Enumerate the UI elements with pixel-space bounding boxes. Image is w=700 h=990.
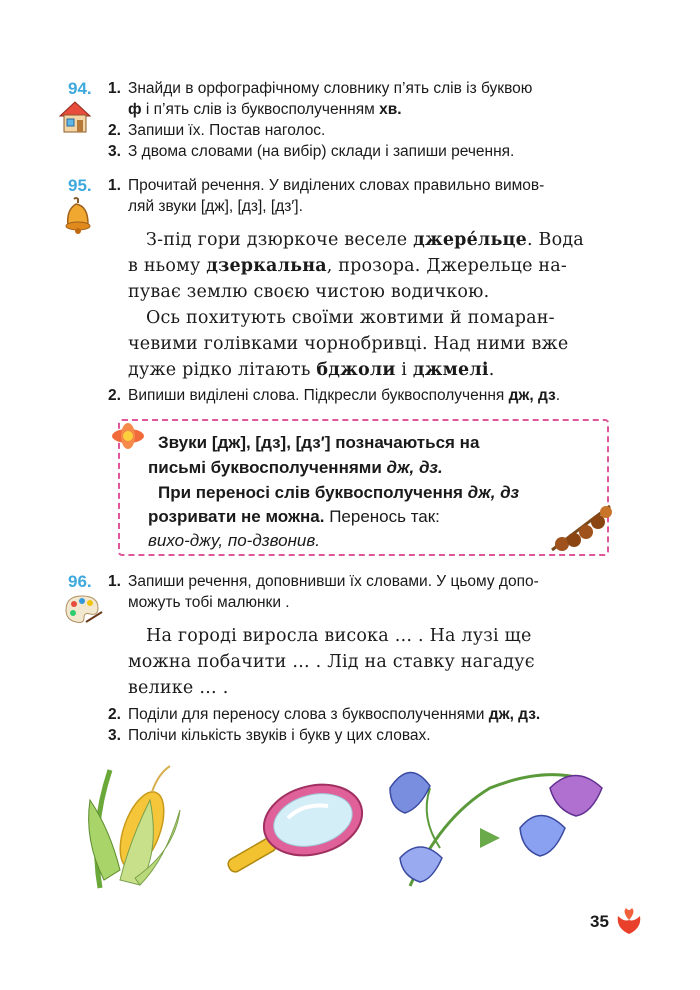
text-line: Ось похитують своїми жовтими й помаран- xyxy=(146,308,555,328)
text-line: чевими голівками чорнобривці. Над ними вже xyxy=(128,334,569,354)
exercise-number: 94. xyxy=(68,79,92,98)
text-line: пуває землю своєю чистою водичкою. xyxy=(128,282,490,302)
rule-line: При переносі слів буквосполучення дж, дз xyxy=(158,483,520,502)
text-line: дуже рідко літають бджоли і джмелі. xyxy=(128,360,495,380)
text-line: На городі виросла висока … . На лузі ще xyxy=(146,626,532,646)
rule-line: письмі буквосполученнями дж, дз. xyxy=(148,458,443,477)
text-line: З-під гори дзюркоче веселе джере́льце. Вода xyxy=(146,230,584,250)
bell-icon xyxy=(60,196,96,236)
rule-line: Звуки [дж], [дз], [дз′] позначаються на xyxy=(158,433,480,452)
nuts-branch-icon xyxy=(548,500,614,556)
corn-illustration xyxy=(80,760,190,890)
rule-line: вихо-джу, по-дзвонив. xyxy=(148,531,320,550)
text-line: в ньому дзеркальна, прозора. Джерельце на- xyxy=(128,256,568,276)
flower-icon xyxy=(612,906,646,936)
bluebell-flowers-illustration xyxy=(380,758,610,888)
text-line: можна побачити … . Лід на ставку нагадує xyxy=(128,652,535,672)
house-icon xyxy=(58,100,92,134)
hand-mirror-illustration xyxy=(218,778,368,888)
rule-line: розривати не можна. Перенось так: xyxy=(148,507,440,526)
exercise-number: 96. xyxy=(68,572,92,591)
text-line: велике … . xyxy=(128,678,229,698)
exercise-number: 95. xyxy=(68,176,92,195)
flower-icon xyxy=(108,420,148,452)
page-number: 35 xyxy=(590,912,609,931)
paint-palette-icon xyxy=(62,592,104,626)
